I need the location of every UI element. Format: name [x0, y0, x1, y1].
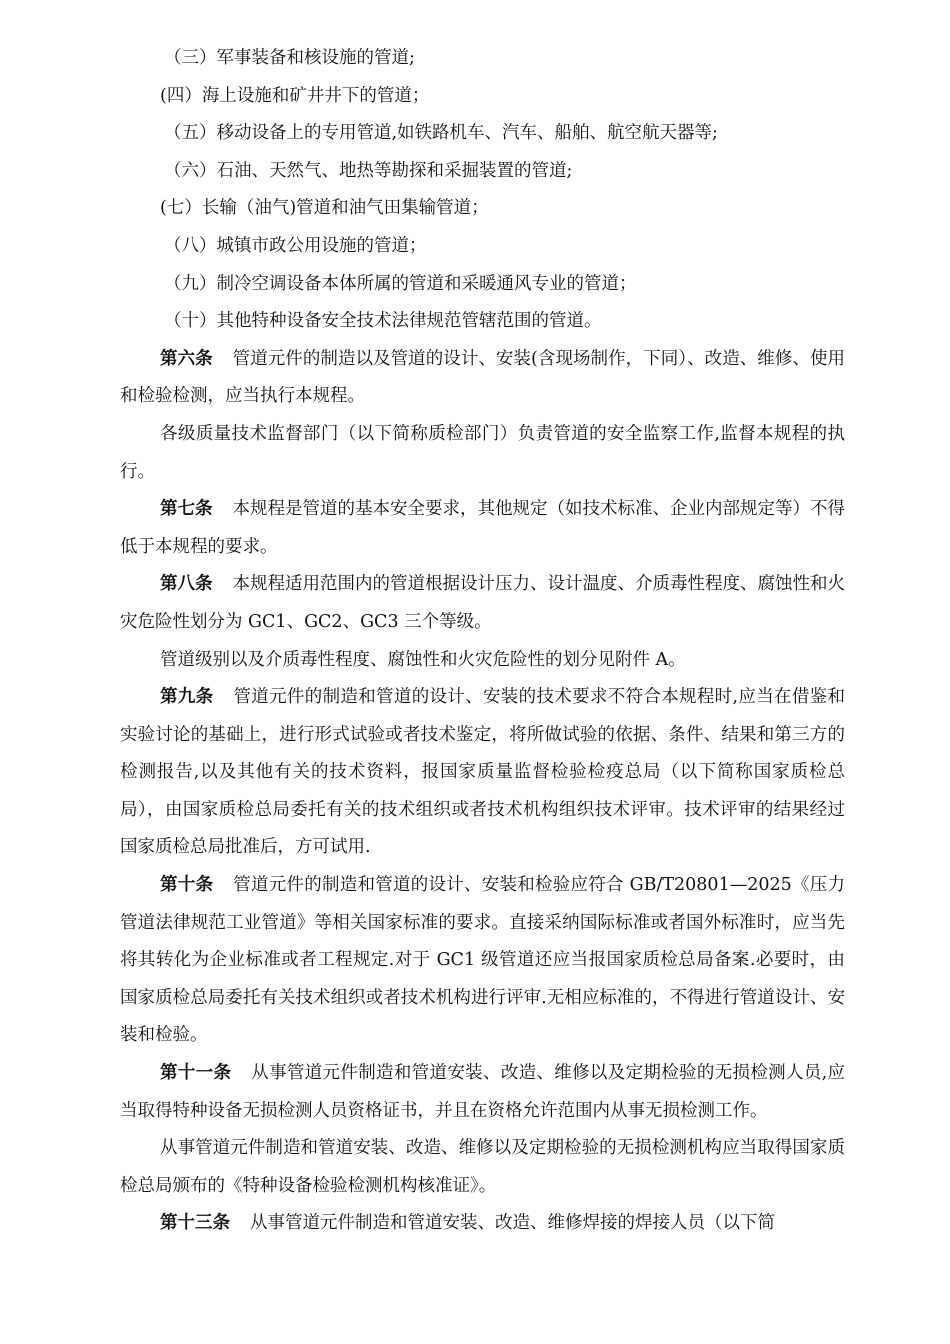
article-label: 第七条 — [160, 499, 213, 520]
article-label: 第十条 — [160, 875, 214, 896]
list-item: (四）海上设施和矿井井下的管道； — [160, 85, 430, 106]
paragraph: 管道级别以及介质毒性程度、腐蚀性和火灾危险性的划分见附件 A。 — [160, 649, 686, 670]
article-8 — [120, 566, 845, 641]
article-7 — [120, 491, 845, 566]
article-10 — [120, 867, 845, 1055]
article-text: 管道元件的制造和管道的设计、安装的技术要求不符合本规程时,应当在借鉴和实验讨论的基础上，进行形式试验或者技术鉴定，将所做试验的依据、条件、结果和第三方的检测报告,以及其他有关的技术资料，报国家质量监督检验检疫总局（以下简称国家质检总局），由国家质检总局委托有关的技术组织或者技术机构组织技术评审。技术评审的结果经过国家质检总局批准后，方可试用. — [120, 687, 845, 858]
article-label: 第九条 — [160, 687, 214, 708]
paragraph: 从事管道元件制造和管道安装、改造、维修以及定期检验的无损检测机构应当取得国家质检总局颁布的《特种设备检验检测机构核准证》。 — [120, 1138, 845, 1196]
article-text: 从事管道元件制造和管道安装、改造、维修以及定期检验的无损检测人员,应当取得特种设备无损检测人员资格证书，并且在资格允许范围内从事无损检测工作。 — [120, 1063, 846, 1121]
article-label: 第八条 — [160, 574, 213, 595]
list-item: （八）城镇市政公用设施的管道； — [164, 235, 427, 256]
list-item: （六）石油、天然气、地热等勘探和采掘装置的管道; — [164, 160, 573, 181]
list-item: (七）长输（油气)管道和油气田集输管道； — [160, 198, 489, 219]
document-page — [120, 40, 845, 1243]
article-text: 本规程是管道的基本安全要求，其他规定（如技术标准、企业内部规定等）不得低于本规程的要求。 — [120, 499, 845, 557]
article-label: 第六条 — [160, 348, 213, 369]
article-6 — [120, 341, 845, 416]
paragraph: 各级质量技术监督部门（以下简称质检部门）负责管道的安全监察工作,监督本规程的执行。 — [120, 423, 845, 482]
list-item: （三）军事装备和核设施的管道; — [164, 48, 415, 68]
article-text: 管道元件的制造以及管道的设计、安装(含现场制作，下同）、改造、维修、使用和检验检测，应当执行本规程。 — [120, 348, 846, 407]
article-text: 管道元件的制造和管道的设计、安装和检验应符合 GB/T20801—2025《压力管道法律规范工业管道》等相关国家标准的要求。直接采纳国际标准或者国外标准时，应当先将其转化为企业标准或者工程规定.对于 GC1 级管道还应当报国家质检总局备案.必要时，由国家质检总局委托有关技术组织或者技术机构进行评审.无相应标准的，不得进行管道设计、安装和检验。 — [120, 875, 845, 1046]
article-text: 本规程适用范围内的管道根据设计压力、设计温度、介质毒性程度、腐蚀性和火灾危险性划分为 GC1、GC2、GC3 三个等级。 — [120, 574, 845, 632]
article-9 — [120, 679, 845, 867]
list-item: （九）制冷空调设备本体所属的管道和采暖通风专业的管道； — [164, 273, 637, 294]
list-item: （十）其他特种设备安全技术法律规范管辖范围的管道。 — [164, 311, 602, 332]
article-label: 第十三条 — [160, 1213, 230, 1234]
article-label: 第十一条 — [160, 1063, 232, 1084]
article-11 — [120, 1055, 845, 1130]
list-item: （五）移动设备上的专用管道,如铁路机车、汽车、船舶、航空航天器等; — [164, 123, 718, 144]
article-text: 从事管道元件制造和管道安装、改造、维修焊接的焊接人员（以下简 — [250, 1213, 775, 1234]
article-13 — [120, 1205, 845, 1243]
